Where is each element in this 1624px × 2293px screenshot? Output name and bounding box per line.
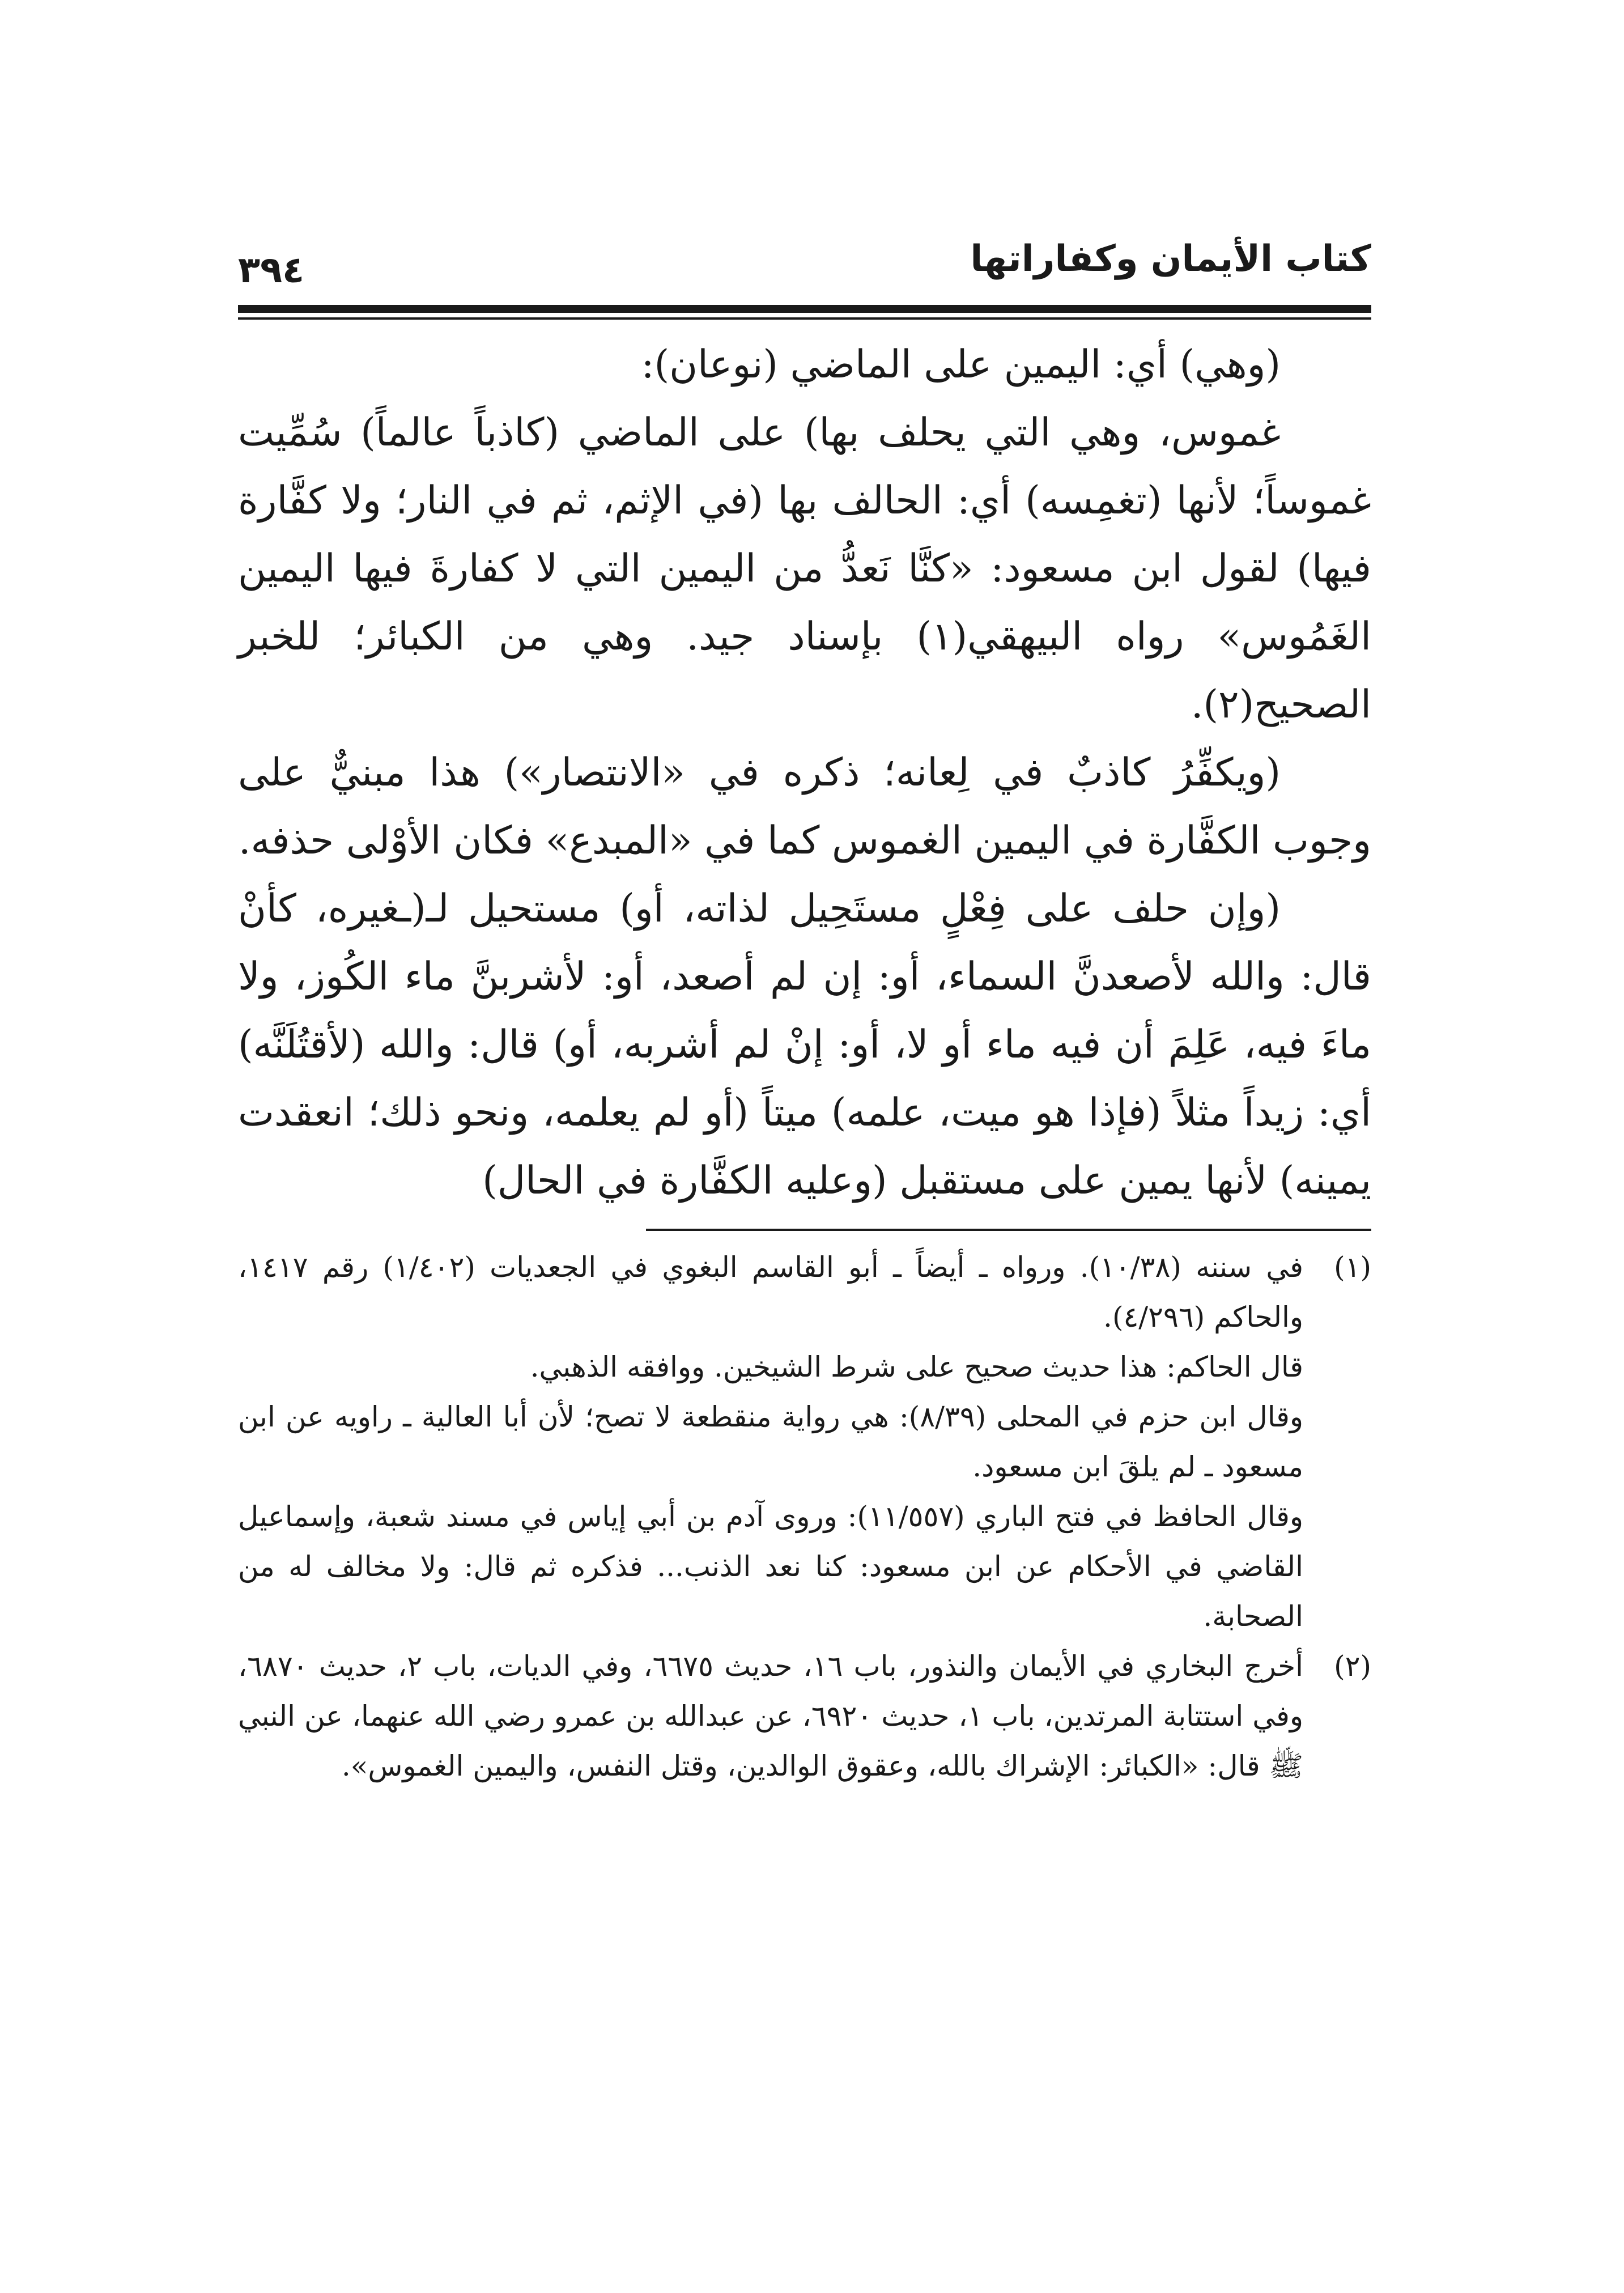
footnote-separator [646,1229,1371,1231]
footnotes [238,1242,1371,1791]
footnote [238,1242,1371,1641]
footnote-line: أخرج البخاري في الأيمان والنذور، باب ١٦، حديث ٦٦٧٥، وفي الديات، باب ٢، حديث ٦٨٧٠، وفي استتابة المرتدين، باب ١، حديث ٦٩٢٠، عن عبدالله بن عمرو رضي الله عنهما، عن النبي ﷺ قال: «الكبائر: الإشراك بالله، وعقوق الوالدين، وقتل النفس، واليمين الغموس». [238,1650,1304,1782]
footnote-line: في سننه (١٠/٣٨). ورواه ـ أيضاً ـ أبو القاسم البغوي في الجعديات (١/٤٠٢) رقم ١٤١٧، والحاكم (٤/٢٩٦). [238,1251,1303,1334]
footnote-body [238,1242,1303,1641]
header-rule-thick [238,305,1371,313]
page-number: ٣٩٤ [238,249,305,291]
footnote [238,1641,1371,1791]
paragraph: (وهي) أي: اليمين على الماضي (نوعان): [641,342,1281,387]
page-header [238,227,1371,300]
paragraph: (وإن حلف على فِعْلٍ مستَحِيل لذاته، أو) مستحيل لـ(ـغيره، كأنْ قال: والله لأصعدنَّ السماء، أو: إن لم أصعد، أو: لأشربنَّ ماء الكُوز، ولا ماءَ فيه، عَلِمَ أن فيه ماء أو لا، أو: إنْ لم أشربه، أو) قال: والله (لأقتُلَنَّه) أي: زيداً مثلاً (فإذا هو ميت، علمه) ميتاً (أو لم يعلمه، ونحو ذلك؛ انعقدت يمينه) لأنها يمين على مستقبل (وعليه الكفَّارة في الحال) [238,886,1371,1203]
running-title: كتاب الأيمان وكفاراتها [970,238,1371,280]
paragraph: (ويكفِّرُ كاذبٌ في لِعانه؛ ذكره في «الانتصار») هذا مبنيٌّ على وجوب الكفَّارة في اليمين الغموس كما في «المبدع» فكان الأوْلى حذفه. [238,750,1371,863]
header-rule-thin [238,317,1371,320]
footnote-line: وقال ابن حزم في المحلى (٨/٣٩): هي رواية منقطعة لا تصح؛ لأن أبا العالية ـ راويه عن ابن مسعود ـ لم يلقَ ابن مسعود. [238,1400,1303,1483]
book-page [238,227,1371,1791]
main-text [238,331,1371,1215]
footnote-body [238,1641,1303,1791]
paragraph: غموس، وهي التي يحلف بها) على الماضي (كاذباً عالماً) سُمِّيت غموساً؛ لأنها (تغمِسه) أي: الحالف بها (في الإثم، ثم في النار؛ ولا كفَّارة فيها) لقول ابن مسعود: «كنَّا نَعدُّ من اليمين التي لا كفارةَ فيها اليمين الغَمُوس» رواه البيهقي(١) بإسناد جيد. وهي من الكبائر؛ للخبر الصحيح(٢). [238,410,1371,727]
footnote-line: قال الحاكم: هذا حديث صحيح على شرط الشيخين. ووافقه الذهبي. [530,1351,1303,1383]
footnote-number: (٢) [1334,1650,1371,1683]
footnote-line: وقال الحافظ في فتح الباري (١١/٥٥٧): وروى آدم بن أبي إياس في مسند شعبة، وإسماعيل القاضي في الأحكام عن ابن مسعود: كنا نعد الذنب... فذكره ثم قال: ولا مخالف له من الصحابة. [238,1500,1303,1633]
footnote-number: (١) [1334,1251,1371,1284]
